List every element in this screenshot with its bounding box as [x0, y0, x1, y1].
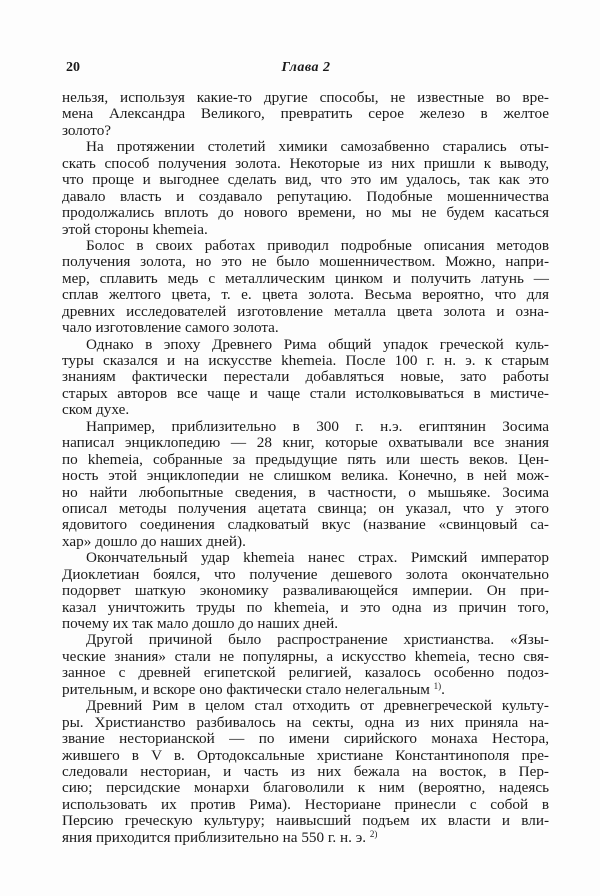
- paragraph: [62, 238, 549, 337]
- paragraph: [62, 90, 549, 139]
- page-number: 20: [66, 60, 80, 75]
- text-line: подорвет шаткую экономику разваливающейся империи. Он при-: [62, 582, 549, 600]
- text-line: Например, приблизительно в 300 г. н.э. египтянин Зосима: [86, 417, 549, 435]
- footnote-ref-2[interactable]: 2): [369, 828, 378, 839]
- text-line: ры. Христианство разбивалось на секты, одна из них приняла на-: [62, 713, 549, 731]
- text-line: следовали несториан, и часть из них бежала на восток, в Пер-: [62, 762, 549, 780]
- text-line: знаниям фактически перестали добавляться новые, зато работы: [62, 368, 549, 386]
- text-line: Диоклетиан боялся, что получение дешевого золота окончательно: [62, 565, 549, 583]
- text-line: Однако в эпоху Древнего Рима общий упадок греческой куль-: [86, 335, 549, 353]
- text-line: чало изготовление самого золота.: [62, 319, 279, 337]
- text-line: древних исследователей изготовление металла цвета золота и озна-: [62, 302, 549, 320]
- body-text: [62, 90, 549, 846]
- text-line: продолжались вплоть до нового времени, но мы не будем касаться: [62, 204, 549, 222]
- text-line: Персию греческую культуру; наивысший подъем их власти и вли-: [62, 812, 549, 830]
- text-line: Окончательный удар khemeia нанес страх. Римский император: [86, 549, 549, 567]
- text-line: Другой причиной было распространение христианства. «Язы-: [86, 631, 549, 649]
- text-line: по khemeia, собранные за предыдущие пять или шесть веков. Цен-: [62, 450, 549, 468]
- text-line: На протяжении столетий химики самозабвенно старались оты-: [86, 138, 549, 156]
- text-line: мена Александра Великого, превратить серое железо в желтое: [62, 105, 549, 123]
- text-line: давало власть и создавало репутацию. Подобные мошенничества: [62, 187, 549, 205]
- text-line: нельзя, используя какие-то другие способы, не известные во вре-: [62, 89, 549, 106]
- text-line: ядовитого соединения сладковатый вкус (название «свинцовый са-: [62, 516, 549, 534]
- text-line: хар» дошло до наших дней).: [62, 532, 246, 550]
- text-line: что проще и выгоднее сделать вид, что это им удалось, так как это: [62, 171, 549, 189]
- text-line: сию; персидские монархи благоволили к ним (вероятно, надеясь: [62, 779, 549, 797]
- paragraph: [62, 139, 549, 238]
- text-line: занное с древней египетской религией, казалось особенно подоз-: [62, 664, 549, 682]
- text-line: [62, 830, 549, 846]
- text-line: мер, сплавить медь с металлическим цинком и получить латунь —: [62, 269, 549, 287]
- text-line: использовать их против Рима). Несториане принесли с собой в: [62, 795, 549, 813]
- text-line: получения золота, но это не было мошенничеством. Можно, напри-: [62, 253, 549, 271]
- text-line: описал методы получения ацетата свинца; он указал, что у этого: [62, 499, 549, 517]
- text-line: почему их так мало дошло до наших дней.: [62, 615, 339, 632]
- paragraph: [62, 550, 549, 632]
- text-line: этой стороны khemeia.: [62, 220, 208, 238]
- chapter-title: Глава 2: [281, 60, 331, 75]
- text-line: туры сказался и на искусстве khemeia. После 100 г. н. э. к старым: [62, 352, 549, 369]
- footnote-ref-1[interactable]: 1): [433, 680, 442, 691]
- text-line: старых авторов все чаще и чаще стали истолковываться в мистиче-: [62, 384, 549, 402]
- text-line: золото?: [62, 121, 112, 139]
- paragraph: [62, 698, 549, 846]
- text-line: сплав желтого цвета, т. е. цвета золота. Весьма вероятно, что для: [62, 286, 549, 304]
- text-line: ность этой энциклопедии не слишком велика. Конечно, в ней мож-: [62, 467, 549, 485]
- text-line: Болос в своих работах приводил подробные описания методов: [86, 236, 549, 254]
- trailing-punct: .: [441, 680, 445, 698]
- text-line-content: рительным, и вскоре оно фактически стало нелегальным: [62, 680, 430, 698]
- paragraph: [62, 632, 549, 698]
- text-line: но найти любопытные сведения, в частности, о мышьяке. Зосима: [62, 483, 549, 501]
- text-line: жившего в V в. Ортодоксальные христиане Константинополя пре-: [62, 746, 549, 764]
- text-line: [62, 682, 549, 698]
- running-head: [62, 60, 550, 78]
- paragraph: [62, 419, 549, 551]
- paragraph: [62, 337, 549, 419]
- text-line-content: яния приходится приблизительно на 550 г. н. э.: [62, 828, 367, 846]
- text-line: скать способ получения золота. Некоторые из них пришли к выводу,: [62, 154, 549, 172]
- text-line: звание несторианской — по имени сирийского монаха Нестора,: [62, 730, 549, 748]
- text-line: Древний Рим в целом стал отходить от древнегреческой культу-: [86, 697, 549, 715]
- text-line: ческие знания» стали не популярны, а искусство khemeia, тесно свя-: [62, 647, 549, 665]
- text-line: написал энциклопедию — 28 книг, которые охватывали все знания: [62, 434, 549, 452]
- text-line: ском духе.: [62, 401, 130, 419]
- text-line: казал уничтожить труды по khemeia, и это одна из причин того,: [62, 598, 549, 616]
